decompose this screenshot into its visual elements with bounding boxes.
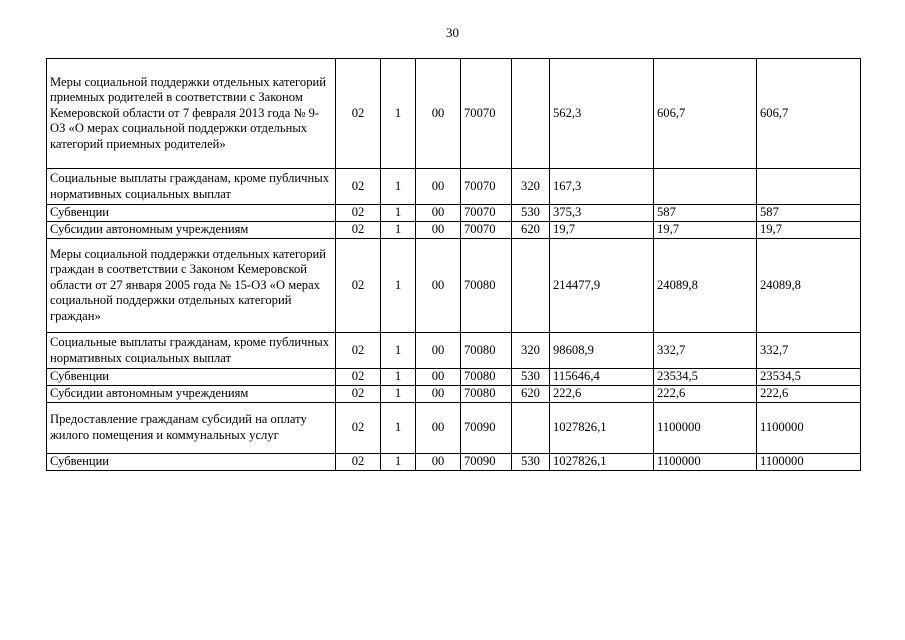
table-row <box>47 169 861 205</box>
target-code: 70090 <box>461 454 512 471</box>
program-code: 1 <box>381 403 416 454</box>
table-row <box>47 386 861 403</box>
section-code: 02 <box>336 403 381 454</box>
table-row <box>47 403 861 454</box>
amount-year-3: 1100000 <box>757 454 861 471</box>
row-name: Субвенции <box>47 205 336 222</box>
amount-year-3: 222,6 <box>757 386 861 403</box>
row-name: Меры социальной поддержки отдельных категорий граждан в соответствии с Законом Кемеровской области от 27 января 2005 года № 15-ОЗ «О мерах социальной поддержки отдельных категорий граждан» <box>47 239 336 333</box>
subprogram-code: 00 <box>416 454 461 471</box>
table-row <box>47 239 861 333</box>
target-code: 70070 <box>461 59 512 169</box>
program-code: 1 <box>381 369 416 386</box>
amount-year-1: 375,3 <box>550 205 654 222</box>
row-name: Социальные выплаты гражданам, кроме публичных нормативных социальных выплат <box>47 169 336 205</box>
amount-year-2: 222,6 <box>654 386 757 403</box>
section-code: 02 <box>336 386 381 403</box>
expense-type-code: 530 <box>512 454 550 471</box>
amount-year-1: 1027826,1 <box>550 403 654 454</box>
program-code: 1 <box>381 454 416 471</box>
program-code: 1 <box>381 333 416 369</box>
table-row <box>47 333 861 369</box>
subprogram-code: 00 <box>416 403 461 454</box>
target-code: 70080 <box>461 369 512 386</box>
amount-year-1: 98608,9 <box>550 333 654 369</box>
row-name: Субвенции <box>47 369 336 386</box>
amount-year-1: 1027826,1 <box>550 454 654 471</box>
amount-year-3: 1100000 <box>757 403 861 454</box>
subprogram-code: 00 <box>416 169 461 205</box>
program-code: 1 <box>381 386 416 403</box>
table-row <box>47 59 861 169</box>
amount-year-2: 19,7 <box>654 222 757 239</box>
amount-year-2: 587 <box>654 205 757 222</box>
amount-year-2: 1100000 <box>654 403 757 454</box>
target-code: 70070 <box>461 222 512 239</box>
section-code: 02 <box>336 205 381 222</box>
amount-year-2: 24089,8 <box>654 239 757 333</box>
amount-year-3: 23534,5 <box>757 369 861 386</box>
amount-year-2: 23534,5 <box>654 369 757 386</box>
amount-year-2: 606,7 <box>654 59 757 169</box>
amount-year-2: 332,7 <box>654 333 757 369</box>
amount-year-3: 24089,8 <box>757 239 861 333</box>
program-code: 1 <box>381 222 416 239</box>
expense-type-code: 320 <box>512 333 550 369</box>
section-code: 02 <box>336 333 381 369</box>
subprogram-code: 00 <box>416 333 461 369</box>
program-code: 1 <box>381 169 416 205</box>
amount-year-1: 115646,4 <box>550 369 654 386</box>
program-code: 1 <box>381 59 416 169</box>
expense-type-code <box>512 59 550 169</box>
subprogram-code: 00 <box>416 239 461 333</box>
section-code: 02 <box>336 454 381 471</box>
program-code: 1 <box>381 205 416 222</box>
amount-year-3: 19,7 <box>757 222 861 239</box>
expense-type-code <box>512 239 550 333</box>
page-number: 30 <box>446 25 459 40</box>
amount-year-1: 167,3 <box>550 169 654 205</box>
row-name: Предоставление гражданам субсидий на оплату жилого помещения и коммунальных услуг <box>47 403 336 454</box>
expense-type-code <box>512 403 550 454</box>
table-row <box>47 222 861 239</box>
target-code: 70080 <box>461 333 512 369</box>
row-name: Меры социальной поддержки отдельных категорий приемных родителей в соответствии с Законом Кемеровской области от 7 февраля 2013 года № 9-ОЗ «О мерах социальной поддержки отдельных категорий приемных родителей» <box>47 59 336 169</box>
expense-type-code: 530 <box>512 205 550 222</box>
subprogram-code: 00 <box>416 222 461 239</box>
subprogram-code: 00 <box>416 205 461 222</box>
table-row <box>47 454 861 471</box>
section-code: 02 <box>336 222 381 239</box>
amount-year-2 <box>654 169 757 205</box>
section-code: 02 <box>336 59 381 169</box>
expense-type-code: 620 <box>512 386 550 403</box>
target-code: 70070 <box>461 169 512 205</box>
expense-type-code: 530 <box>512 369 550 386</box>
section-code: 02 <box>336 239 381 333</box>
target-code: 70070 <box>461 205 512 222</box>
table-row <box>47 369 861 386</box>
row-name: Социальные выплаты гражданам, кроме публичных нормативных социальных выплат <box>47 333 336 369</box>
row-name: Субсидии автономным учреждениям <box>47 222 336 239</box>
row-name: Субсидии автономным учреждениям <box>47 386 336 403</box>
target-code: 70090 <box>461 403 512 454</box>
section-code: 02 <box>336 169 381 205</box>
target-code: 70080 <box>461 386 512 403</box>
amount-year-1: 562,3 <box>550 59 654 169</box>
table-row <box>47 205 861 222</box>
amount-year-1: 222,6 <box>550 386 654 403</box>
section-code: 02 <box>336 369 381 386</box>
amount-year-1: 214477,9 <box>550 239 654 333</box>
amount-year-3 <box>757 169 861 205</box>
expense-type-code: 620 <box>512 222 550 239</box>
amount-year-1: 19,7 <box>550 222 654 239</box>
budget-table <box>46 58 861 471</box>
target-code: 70080 <box>461 239 512 333</box>
amount-year-3: 587 <box>757 205 861 222</box>
subprogram-code: 00 <box>416 386 461 403</box>
subprogram-code: 00 <box>416 369 461 386</box>
subprogram-code: 00 <box>416 59 461 169</box>
program-code: 1 <box>381 239 416 333</box>
amount-year-2: 1100000 <box>654 454 757 471</box>
row-name: Субвенции <box>47 454 336 471</box>
expense-type-code: 320 <box>512 169 550 205</box>
amount-year-3: 606,7 <box>757 59 861 169</box>
amount-year-3: 332,7 <box>757 333 861 369</box>
